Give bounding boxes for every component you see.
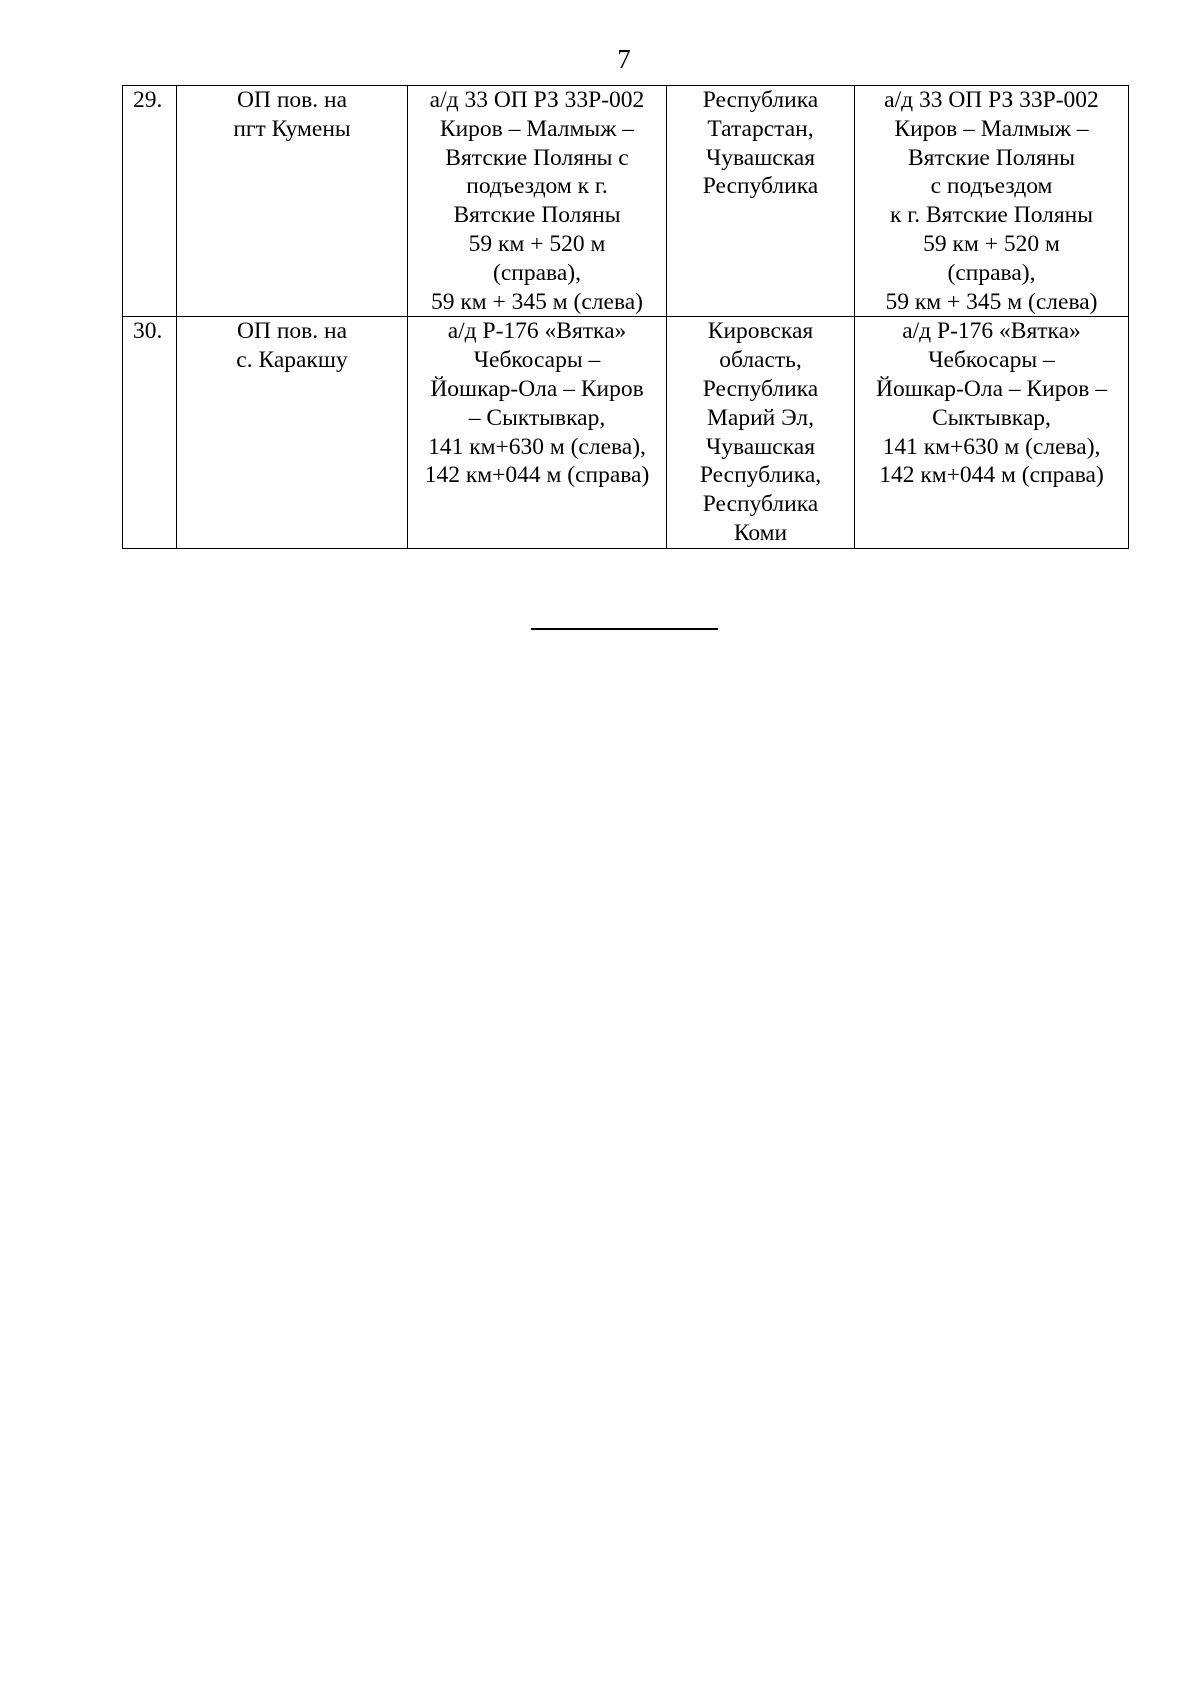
road-line: (справа), bbox=[493, 259, 581, 286]
table-row bbox=[123, 86, 1129, 317]
road-line: Вятские Поляны с bbox=[445, 144, 629, 171]
regions-cell bbox=[667, 86, 855, 317]
location-line: а/д Р-176 «Вятка» bbox=[902, 318, 1081, 345]
road-line: Йошкар-Ола – Киров bbox=[430, 375, 644, 402]
road-line: подъездом к г. bbox=[466, 173, 608, 200]
row-number: 30. bbox=[133, 318, 163, 345]
road-cell bbox=[408, 317, 667, 548]
location-line: к г. Вятские Поляны bbox=[889, 202, 1094, 229]
row-number-cell bbox=[123, 86, 177, 317]
road-line: а/д 33 ОП РЗ 33Р-002 bbox=[429, 87, 645, 113]
location-line: 59 км + 345 м (слева) bbox=[885, 288, 1098, 315]
location-line: Сыктывкар, bbox=[932, 404, 1051, 431]
regions-line: Республика bbox=[702, 375, 819, 402]
regions-line: Чувашская bbox=[705, 144, 816, 171]
regions-line: Кировская bbox=[707, 318, 814, 345]
location-line: Вятские Поляны bbox=[907, 144, 1076, 171]
regions-line: Марий Эл, bbox=[707, 404, 814, 431]
road-line: а/д Р-176 «Вятка» bbox=[447, 318, 627, 345]
road-line: – Сыктывкар, bbox=[468, 404, 606, 431]
road-line: 59 км + 345 м (слева) bbox=[431, 288, 643, 315]
location-line: Йошкар-Ола – Киров – bbox=[876, 375, 1107, 402]
row-number-cell bbox=[123, 317, 177, 548]
road-line: 141 км+630 м (слева), bbox=[428, 433, 646, 460]
location-line: 141 км+630 м (слева), bbox=[882, 433, 1101, 460]
location-cell bbox=[855, 86, 1129, 317]
road-line: 142 км+044 м (справа) bbox=[424, 462, 650, 489]
road-cell bbox=[408, 86, 667, 317]
table-row bbox=[123, 317, 1129, 548]
regions-line: Республика bbox=[702, 87, 819, 113]
location-line: Чебкосары – bbox=[928, 347, 1055, 374]
location-line: а/д 33 ОП РЗ 33Р-002 bbox=[884, 87, 1099, 113]
regions-line: Татарстан, bbox=[707, 115, 814, 142]
end-of-document-line bbox=[531, 628, 718, 630]
stop-name-line: ОП пов. на bbox=[237, 318, 347, 345]
regions-line: Республика bbox=[702, 491, 819, 518]
location-line: 142 км+044 м (справа) bbox=[879, 462, 1104, 489]
location-cell bbox=[855, 317, 1129, 548]
row-number: 29. bbox=[133, 87, 163, 113]
road-line: 59 км + 520 м bbox=[468, 230, 606, 257]
stop-name-line: с. Каракшу bbox=[236, 347, 348, 374]
regions-line: Республика bbox=[702, 173, 819, 200]
stop-name-cell bbox=[177, 86, 408, 317]
location-line: (справа), bbox=[947, 259, 1036, 286]
stop-name-cell bbox=[177, 317, 408, 548]
regions-cell bbox=[667, 317, 855, 548]
stop-name-line: пгт Кумены bbox=[233, 115, 351, 142]
regions-line: Республика, bbox=[699, 462, 822, 489]
regions-line: область, bbox=[719, 347, 802, 374]
location-line: Киров – Малмыж – bbox=[894, 115, 1089, 142]
regions-line: Коми bbox=[733, 519, 788, 546]
location-line: с подъездом bbox=[930, 173, 1053, 200]
road-line: Вятские Поляны bbox=[453, 202, 621, 229]
stop-name-line: ОП пов. на bbox=[237, 87, 347, 113]
location-line: 59 км + 520 м bbox=[923, 230, 1060, 257]
regions-line: Чувашская bbox=[705, 433, 816, 460]
road-line: Чебкосары – bbox=[473, 347, 601, 374]
document-table bbox=[122, 85, 1129, 549]
road-line: Киров – Малмыж – bbox=[439, 115, 635, 142]
page-number: 7 bbox=[617, 44, 631, 74]
